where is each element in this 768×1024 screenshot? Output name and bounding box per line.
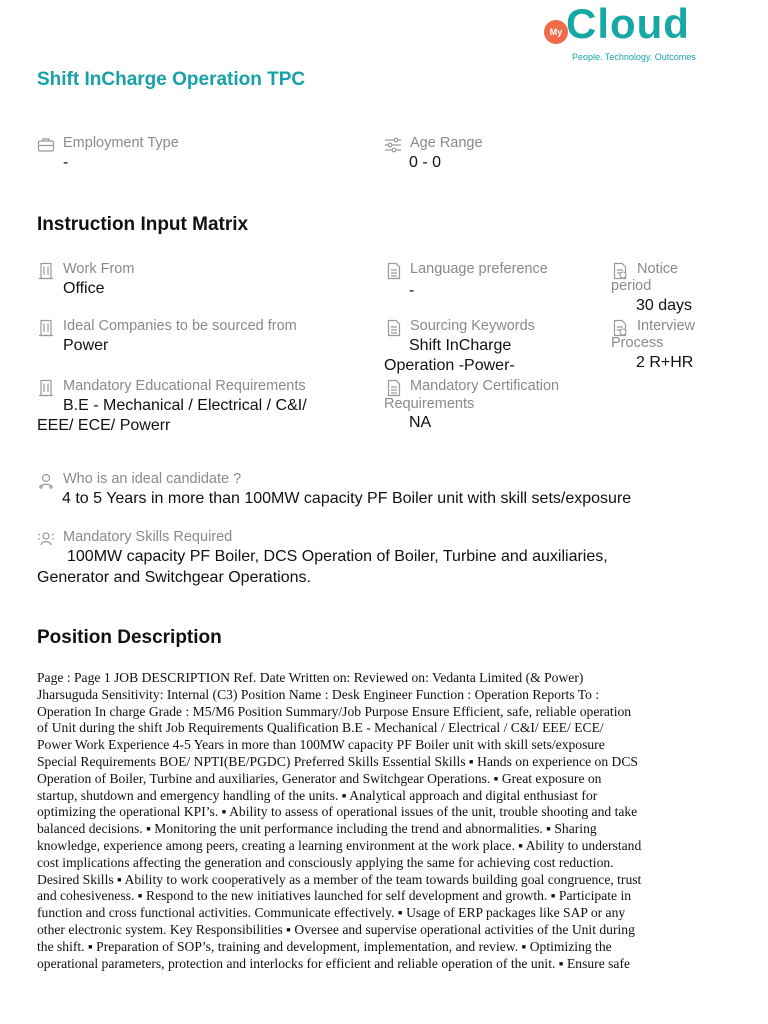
work-from-value: Office bbox=[63, 280, 105, 297]
education-value-line2: EEE/ ECE/ Powerr bbox=[37, 417, 171, 434]
description-line: Page : Page 1 JOB DESCRIPTION Ref. Date Written on: Reviewed on: Vedanta Limited (& Power) bbox=[37, 670, 584, 685]
notice-label: Notice bbox=[637, 261, 679, 277]
description-line: Power Work Experience 4-5 Years in more than 100MW capacity PF Boiler unit with skill sets/exposure bbox=[37, 737, 605, 753]
candidate-icon bbox=[37, 472, 55, 490]
building-icon bbox=[37, 319, 55, 337]
briefcase-icon bbox=[37, 136, 55, 154]
skills-label: Mandatory Skills Required bbox=[63, 529, 233, 545]
description-line: balanced decisions. ▪ Monitoring the unit performance including the trend and abnormalities. ▪ Sharing bbox=[37, 821, 597, 837]
matrix-title: Instruction Input Matrix bbox=[37, 214, 249, 235]
age-range-value: 0 - 0 bbox=[409, 154, 442, 171]
logo-wordmark: Cloud bbox=[566, 0, 690, 47]
ideal-candidate-label: Who is an ideal candidate ? bbox=[63, 471, 242, 487]
certification-label: Mandatory Certification bbox=[410, 378, 560, 394]
description-line: knowledge, experience among peers, creating a learning environment at the work place. ▪ Ability to understand bbox=[37, 837, 642, 853]
logo-tagline: People. Technology. Outcomes bbox=[572, 52, 696, 62]
building-icon bbox=[37, 262, 55, 280]
certification-value: NA bbox=[409, 414, 432, 431]
description-line: operational parameters, protection and interlocks for efficient and reliable operation of the unit. ▪ Ensure safe bbox=[37, 955, 631, 971]
notice-value: 30 days bbox=[636, 297, 693, 314]
notice-label-line2: period bbox=[611, 278, 652, 294]
description-line: other electronic system. Key Responsibilities ▪ Oversee and supervise operational activities of the Unit during bbox=[37, 921, 635, 937]
description-line: of Unit during the shift Job Requirements Qualification B.E - Mechanical / Electrical / C&I/ EEE/ ECE/ bbox=[37, 720, 604, 736]
keywords-value-line2: Operation -Power- bbox=[384, 357, 515, 374]
certification-label-line2: Requirements bbox=[384, 396, 475, 412]
description-line: Operation In charge Grade : M5/M6 Position Summary/Job Purpose Ensure Efficient, safe, reliable operation bbox=[37, 703, 632, 719]
description-line: optimizing the operational KPI’s. ▪ Ability to assess of operational issues of the unit, trouble shooting and take bbox=[37, 804, 638, 820]
logo-my-badge: My bbox=[544, 20, 568, 44]
sliders-icon bbox=[384, 136, 402, 154]
skills-value-line2: Generator and Switchgear Operations. bbox=[37, 569, 311, 586]
employment-type-value: - bbox=[63, 154, 69, 171]
description-line: Operation of Boiler, Turbine and auxiliaries, Generator and Switchgear Operations. ▪ Great exposure on bbox=[37, 770, 602, 786]
interview-label-line2: Process bbox=[611, 335, 664, 351]
description-line: Desired Skills ▪ Ability to work cooperatively as a member of the team towards building goal congruence, trust bbox=[37, 871, 642, 887]
building-icon bbox=[37, 379, 55, 397]
keywords-label: Sourcing Keywords bbox=[410, 318, 535, 334]
age-range-label: Age Range bbox=[410, 135, 483, 151]
position-title: Position Description bbox=[37, 627, 222, 648]
education-value: B.E - Mechanical / Electrical / C&I/ bbox=[63, 397, 307, 414]
document-icon bbox=[385, 319, 403, 337]
document-icon bbox=[385, 379, 403, 397]
description-line: startup, shutdown and emergency handling of the units. ▪ Analytical approach and digital enthusiast for bbox=[37, 787, 598, 803]
description-line: cost implications affecting the generation and consciously applying the same for achieving cost reduction. bbox=[37, 854, 614, 870]
document-icon bbox=[385, 262, 403, 280]
skills-value: 100MW capacity PF Boiler, DCS Operation of Boiler, Turbine and auxiliaries, bbox=[67, 548, 608, 565]
company-logo bbox=[540, 0, 745, 66]
companies-label: Ideal Companies to be sourced from bbox=[63, 318, 297, 334]
language-label: Language preference bbox=[410, 261, 548, 277]
skills-icon bbox=[37, 530, 55, 548]
position-description bbox=[37, 670, 730, 976]
language-value: - bbox=[409, 282, 415, 299]
companies-value: Power bbox=[63, 337, 109, 354]
work-from-label: Work From bbox=[63, 261, 135, 277]
employment-type-label: Employment Type bbox=[63, 135, 179, 151]
job-title: Shift InCharge Operation TPC bbox=[37, 69, 306, 90]
description-line: the shift. ▪ Preparation of SOP’s, training and development, implementation, and review. ▪ Optimizing the bbox=[37, 938, 612, 954]
keywords-value: Shift InCharge bbox=[409, 337, 512, 354]
description-line: function and cross functional activities. Communicate effectively. ▪ Usage of ERP packages like SAP or any bbox=[37, 905, 626, 921]
description-line: Special Requirements BOE/ NPTI(BE/PGDC) Preferred Skills Essential Skills ▪ Hands on experience on DCS bbox=[37, 753, 638, 769]
interview-value: 2 R+HR bbox=[636, 354, 694, 371]
interview-label: Interview bbox=[637, 318, 696, 334]
description-line: Jharsuguda Sensitivity: Internal (C3) Position Name : Desk Engineer Function : Operation Reports To : bbox=[37, 686, 600, 702]
ideal-candidate-value: 4 to 5 Years in more than 100MW capacity PF Boiler unit with skill sets/exposure bbox=[62, 490, 632, 507]
education-label: Mandatory Educational Requirements bbox=[63, 378, 306, 394]
description-line: and cohesiveness. ▪ Respond to the new initiatives launched for self development and growth. ▪ Participate in bbox=[37, 888, 632, 904]
